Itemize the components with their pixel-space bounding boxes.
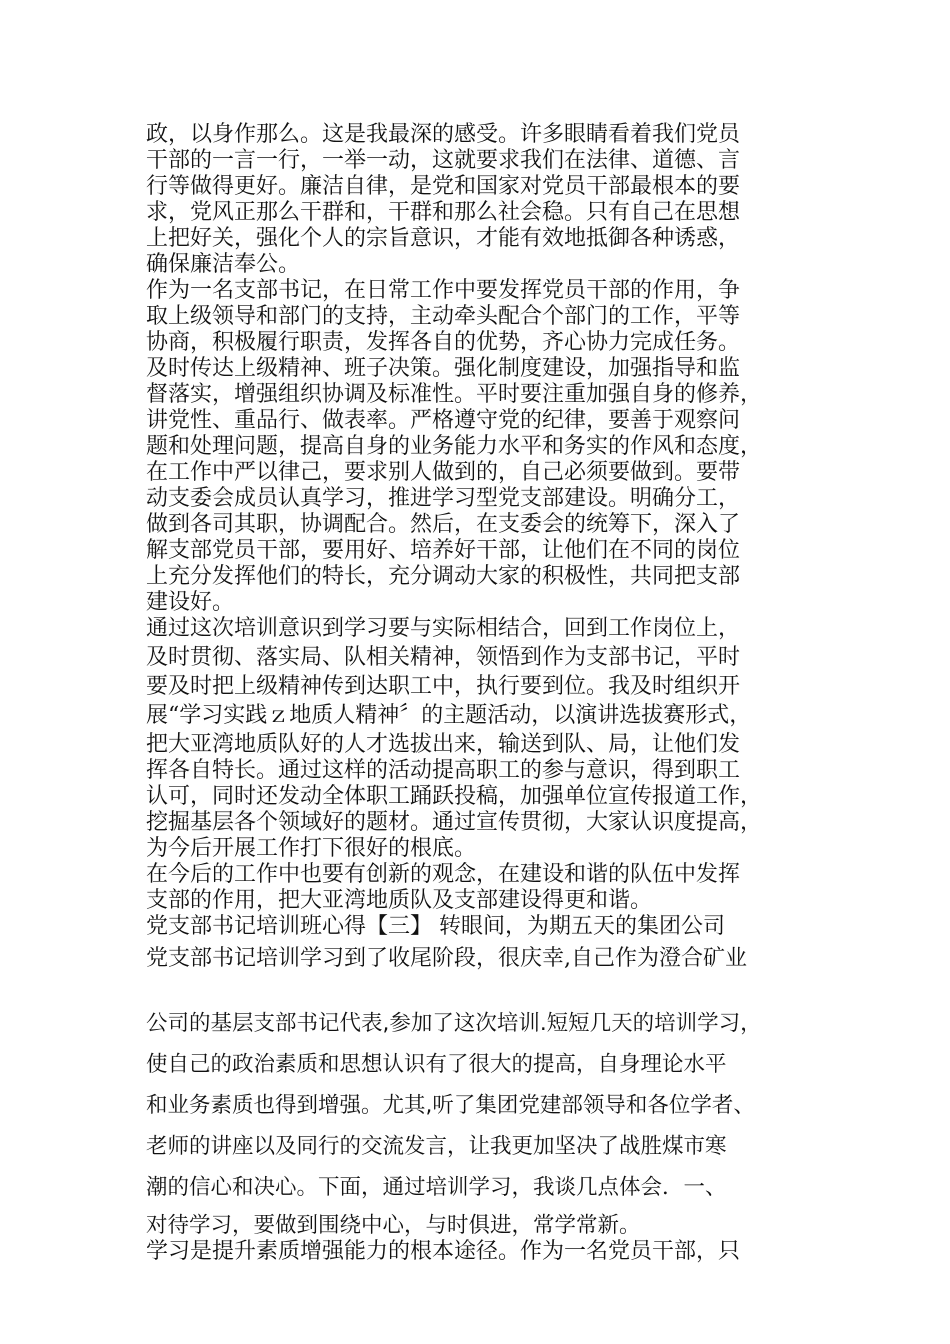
text-line: 使自己的政治素质和思想认识有了很大的提高，自身理论水平 xyxy=(146,1052,727,1077)
text-line: 把大亚湾地质队好的人才选拔出来，输送到队、局，让他们发 xyxy=(146,732,741,757)
text-line: 协商，积极履行职责，发挥各自的优势，齐心协力完成任务。 xyxy=(146,330,741,355)
text-line: 及时贯彻、落实局、队相关精神，领悟到作为支部书记，平时 xyxy=(146,645,741,670)
text-line: 公司的基层支部书记代表,参加了这次培训.短短几天的培训学习， xyxy=(146,1011,762,1036)
text-line: 通过这次培训意识到学习要与实际相结合，回到工作岗位上， xyxy=(146,616,741,641)
text-line: 和业务素质也得到增强。尤其,听了集团党建部领导和各位学者、 xyxy=(146,1093,755,1118)
text-line: 支部的作用，把大亚湾地质队及支部建设得更和谐。 xyxy=(146,888,653,913)
text-line: 为今后开展工作打下很好的根底。 xyxy=(146,836,477,861)
text-line: 干部的一言一行，一举一动，这就要求我们在法律、道德、言 xyxy=(146,148,741,173)
text-line: 挥各自特长。通过这样的活动提高职工的参与意识，得到职工 xyxy=(146,758,741,783)
text-line: 作为一名支部书记，在日常工作中要发挥党员干部的作用，争 xyxy=(146,278,741,303)
text-line: 老师的讲座以及同行的交流发言，让我更加坚决了战胜煤市寒 xyxy=(146,1134,727,1159)
text-line: 在工作中严以律己，要求别人做到的，自己必须要做到。要带 xyxy=(146,460,741,485)
text-line: 动支委会成员认真学习，推进学习型党支部建设。明确分工， xyxy=(146,486,741,511)
text-line: 认可，同时还发动全体职工踊跃投稿，加强单位宣传报道工作， xyxy=(146,784,763,809)
text-line: 题和处理问题，提高自身的业务能力水平和务实的作风和态度， xyxy=(146,434,763,459)
text-line: 要及时把上级精神传到达职工中，执行要到位。我及时组织开 xyxy=(146,674,741,699)
text-line: 建设好。 xyxy=(146,590,235,615)
text-line: 讲党性、重品行、做表率。严格遵守党的纪律，要善于观察问 xyxy=(146,408,741,433)
text-line: 潮的信心和决心。下面，通过培训学习，我谈几点体会．一、 xyxy=(146,1175,727,1200)
text-line: 在今后的工作中也要有创新的观念，在建设和谐的队伍中发挥 xyxy=(146,862,741,887)
text-line: 及时传达上级精神、班子决策。强化制度建设，加强指导和监 xyxy=(146,356,741,381)
text-line: 党支部书记培训班心得【三】 转眼间，为期五天的集团公司 xyxy=(146,914,725,939)
text-line: 做到各司其职，协调配合。然后，在支委会的统筹下，深入了 xyxy=(146,512,741,537)
text-line: 政，以身作那么。这是我最深的感受。许多眼睛看着我们党员 xyxy=(146,122,741,147)
text-line: 上把好关，强化个人的宗旨意识，才能有效地抵御各种诱惑， xyxy=(146,226,741,251)
text-line: 党支部书记培训学习到了收尾阶段，很庆幸,自己作为澄合矿业 xyxy=(146,946,747,971)
text-line: 督落实，增强组织协调及标准性。平时要注重加强自身的修养， xyxy=(146,382,763,407)
text-line: 求，党风正那么干群和，干群和那么社会稳。只有自己在思想 xyxy=(146,200,741,225)
text-line: 展“学习实践ｚ地质人精神〞的主题活动，以演讲选拔赛形式， xyxy=(146,703,752,728)
text-line: 学习是提升素质增强能力的根本途径。作为一名党员干部，只 xyxy=(146,1239,741,1264)
text-line: 行等做得更好。廉洁自律，是党和国家对党员干部最根本的要 xyxy=(146,174,741,199)
text-line: 确保廉洁奉公。 xyxy=(146,252,301,277)
text-line: 取上级领导和部门的支持，主动牵头配合个部门的工作，平等 xyxy=(146,304,741,329)
text-line: 挖掘基层各个领域好的题材。通过宣传贯彻，大家认识度提高， xyxy=(146,810,763,835)
text-line: 解支部党员干部，要用好、培养好干部，让他们在不同的岗位 xyxy=(146,538,741,563)
text-line: 对待学习，要做到围绕中心，与时俱进，常学常新。 xyxy=(146,1213,641,1238)
text-line: 上充分发挥他们的特长，充分调动大家的积极性，共同把支部 xyxy=(146,564,741,589)
